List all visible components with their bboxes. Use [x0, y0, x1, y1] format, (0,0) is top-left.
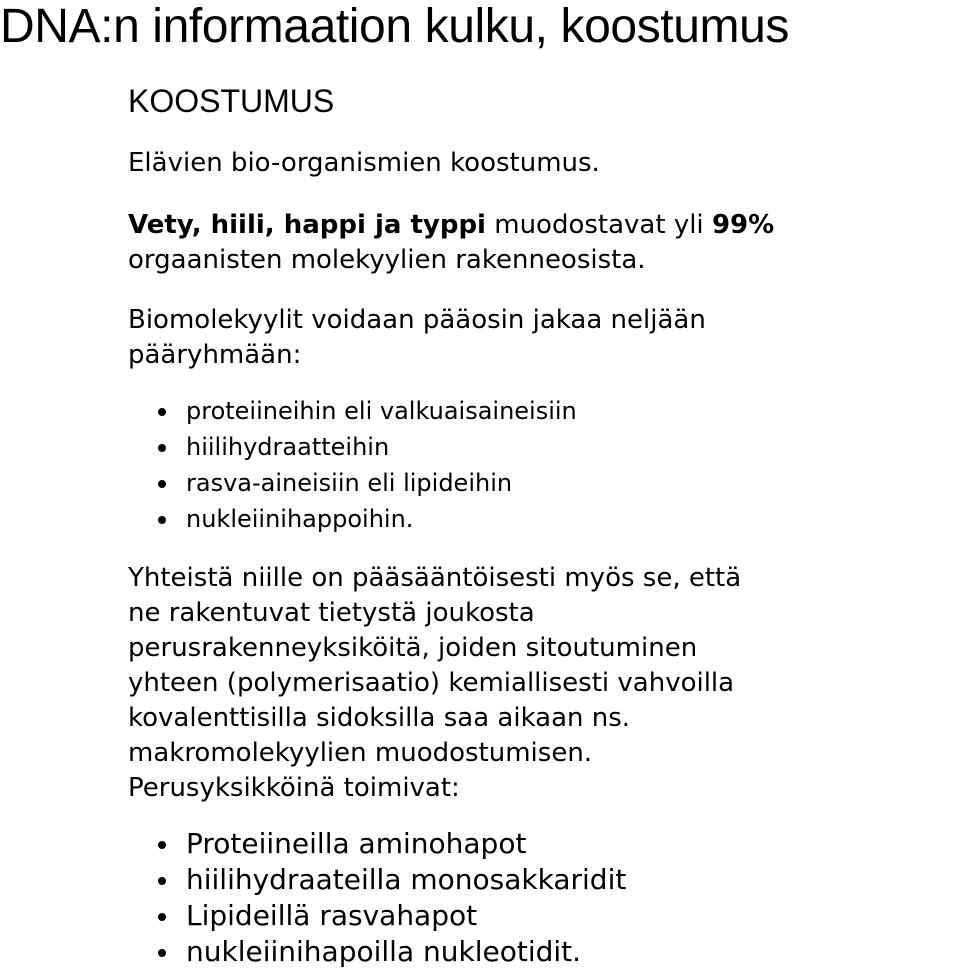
paragraph-common-structure — [128, 561, 741, 806]
base-units-list — [128, 826, 626, 970]
list-item: nukleiinihappoihin. — [128, 501, 577, 537]
paragraph-line: Perusyksikköinä toimivat: — [128, 773, 460, 803]
paragraph-elements — [128, 208, 774, 278]
biomolecule-groups-list — [128, 393, 577, 537]
list-item: hiilihydraatteihin — [128, 429, 577, 465]
list-item: rasva-aineisiin eli lipideihin — [128, 465, 577, 501]
paragraph-biomolecules — [128, 303, 706, 373]
paragraph-line: Yhteistä niille on pääsääntöisesti myös se, että — [128, 563, 742, 593]
list-item: proteiineihin eli valkuaisaineisiin — [128, 393, 577, 429]
list-item: nukleiinihapoilla nukleotidit. — [128, 934, 626, 970]
list-item: Lipideillä rasvahapot — [128, 898, 626, 934]
paragraph-biomolecules-line-2: pääryhmään: — [128, 340, 302, 370]
paragraph-line: perusrakenneyksiköitä, joiden sitoutuminen — [128, 633, 698, 663]
bold-elements-text: Vety, hiili, happi ja typpi — [128, 210, 486, 240]
page-title: DNA:n informaation kulku, koostumus — [0, 0, 790, 53]
paragraph-elements-line-2: orgaanisten molekyylien rakenneosista. — [128, 245, 646, 275]
paragraph-biomolecules-line-1: Biomolekyylit voidaan pääosin jakaa neljään — [128, 305, 706, 335]
section-heading: KOOSTUMUS — [128, 83, 335, 119]
elements-mid-text: muodostavat yli — [485, 210, 712, 240]
paragraph-line: ne rakentuvat tietystä joukosta — [128, 598, 535, 628]
paragraph-line: yhteen (polymerisaatio) kemiallisesti vahvoilla — [128, 668, 735, 698]
paragraph-composition: Elävien bio-organismien koostumus. — [128, 148, 600, 178]
paragraph-line: kovalenttisilla sidoksilla saa aikaan ns. — [128, 703, 631, 733]
list-item: hiilihydraateilla monosakkaridit — [128, 862, 626, 898]
paragraph-line: makromolekyylien muodostumisen. — [128, 738, 593, 768]
bold-percent-text: 99% — [711, 210, 775, 240]
paragraph-elements-line-1 — [128, 208, 774, 243]
list-item: Proteiineilla aminohapot — [128, 826, 626, 862]
